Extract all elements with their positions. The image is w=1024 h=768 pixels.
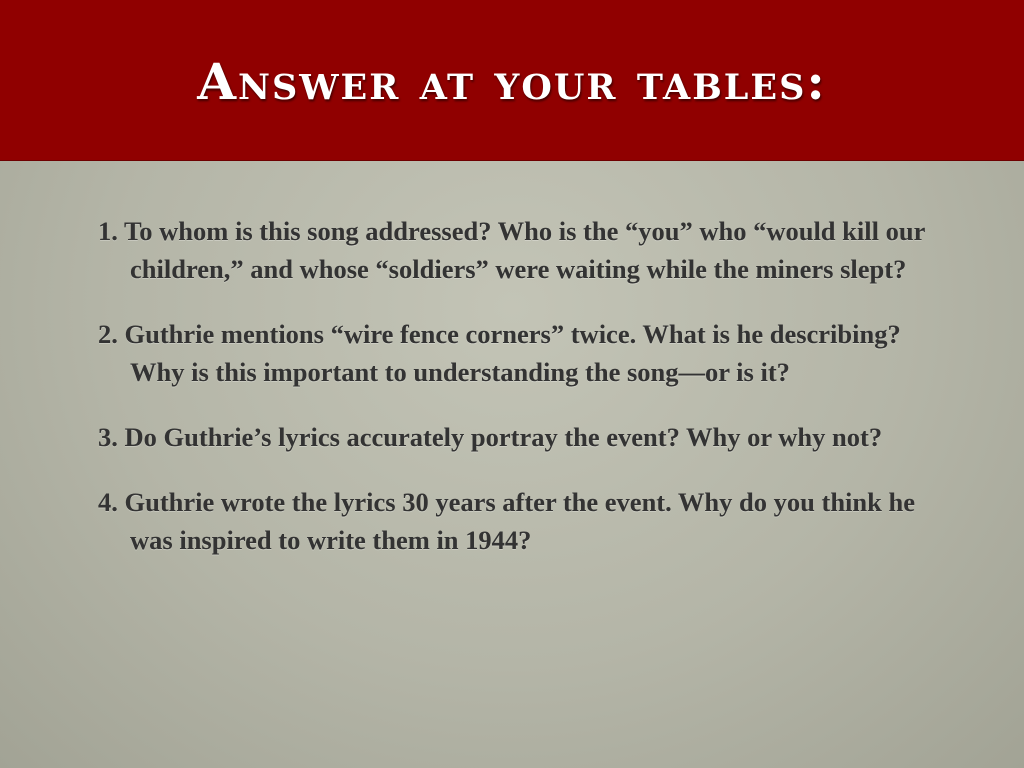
question-item: 2. Guthrie mentions “wire fence corners” twice. What is he describing? Why is this important to understanding the song—or is it? [98, 319, 901, 387]
question-item: 3. Do Guthrie’s lyrics accurately portray the event? Why or why not? [98, 422, 883, 452]
title-bar [0, 0, 1024, 161]
slide-title: Answer at your tables: [197, 52, 827, 111]
question-item: 1. To whom is this song addressed? Who is the “you” who “would kill our children,” and whose “soldiers” were waiting while the miners slept? [98, 216, 925, 284]
question-item: 4. Guthrie wrote the lyrics 30 years after the event. Why do you think he was inspired to write them in 1944? [98, 487, 916, 555]
question-list [98, 212, 938, 586]
